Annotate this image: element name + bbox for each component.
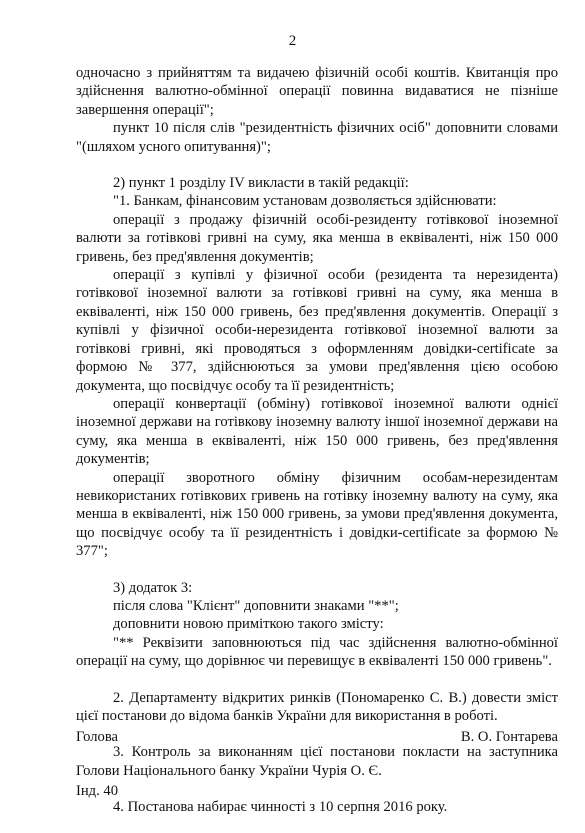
spacer <box>76 561 558 579</box>
paragraph-clause-2: 2. Департаменту відкритих ринків (Пономаренко С. В.) довести зміст цієї постанови до відома банків України для використання в роботі. <box>76 689 558 724</box>
paragraph-section-2: 2) пункт 1 розділу IV викласти в такій редакції: <box>113 175 409 192</box>
paragraph-conversion-operations: операції конвертації (обміну) готівкової іноземної валюти однієї іноземної держави на готівкову іноземну валюту іншої іноземної держави на суму, яка менша в еквіваленті, ніж 150 000 гривень, без пред'явлення документів; <box>76 395 558 468</box>
paragraph-item-10: пункт 10 після слів "резидентність фізичних осіб" доповнити словами "(шляхом усного опитування)"; <box>76 120 558 155</box>
paragraph-sale-operations: операції з продажу фізичній особі-резиденту готівкової іноземної валюти за готівкові гривні на суму, яка менша в еквіваленті, ніж 150 000 гривень, без пред'явлення документів; <box>76 211 558 265</box>
paragraph-clause-3: 3. Контроль за виконанням цієї постанови покласти на заступника Голови Національного банку України Чурія О. Є. <box>76 744 558 779</box>
paragraph-quote-start: "1. Банкам, фінансовим установам дозволяється здійснювати: <box>113 193 497 210</box>
signatory-role: Голова <box>76 729 119 745</box>
paragraph-purchase-operations: операції з купівлі у фізичної особи (резидента та нерезидента) готівкової іноземної валюти за готівкові гривні на суму, яка менша в еквіваленті, ніж 150 000 гривень, без пред'явлення документів. Операції з купівлі у фізичної особи-нерезидента готівкової іноземної валюти за готівкові гривні, які проводяться з оформленням довідки-certificate за формою № 377, здійснюються за умови пред'явлення цією особою документа, що посвідчує особу та її резидентність; <box>76 267 558 394</box>
paragraph-continuation: одночасно з прийняттям та видачею фізичній особі коштів. Квитанція про здійснення валютно-обмінної операції повинна видаватися не пізніше завершення операції"; <box>76 65 558 118</box>
document-body <box>76 64 558 817</box>
paragraph-reverse-exchange: операції зворотного обміну фізичним особам-нерезидентам невикористаних готівкових гривень на готівку іноземну валюту на суму, яка менша в еквіваленті, ніж 150 000 гривень, за умови пред'явлення документа, що посвідчує особу та її резидентність і довідки-certificate за формою № 377"; <box>76 469 558 560</box>
paragraph-client-marks: після слова "Клієнт" доповнити знаками "**"; <box>113 597 399 614</box>
paragraph-new-note: доповнити новою приміткою такого змісту: <box>113 616 384 633</box>
index-note: Інд. 40 <box>76 783 118 799</box>
paragraph-note-text: "** Реквізити заповнюються під час здійснення валютно-обмінної операції на суму, що дорівнює чи перевищує в еквіваленті 150 000 гривень". <box>76 634 558 670</box>
paragraph-section-3: 3) додаток 3: <box>113 579 193 596</box>
page-number: 2 <box>288 33 297 49</box>
signatory-name: В. О. Гонтарева <box>460 729 558 745</box>
paragraph-clause-4: 4. Постанова набирає чинності з 10 серпня 2016 року. <box>113 799 448 816</box>
spacer <box>76 156 558 174</box>
spacer <box>76 671 558 689</box>
spacer <box>76 780 558 798</box>
